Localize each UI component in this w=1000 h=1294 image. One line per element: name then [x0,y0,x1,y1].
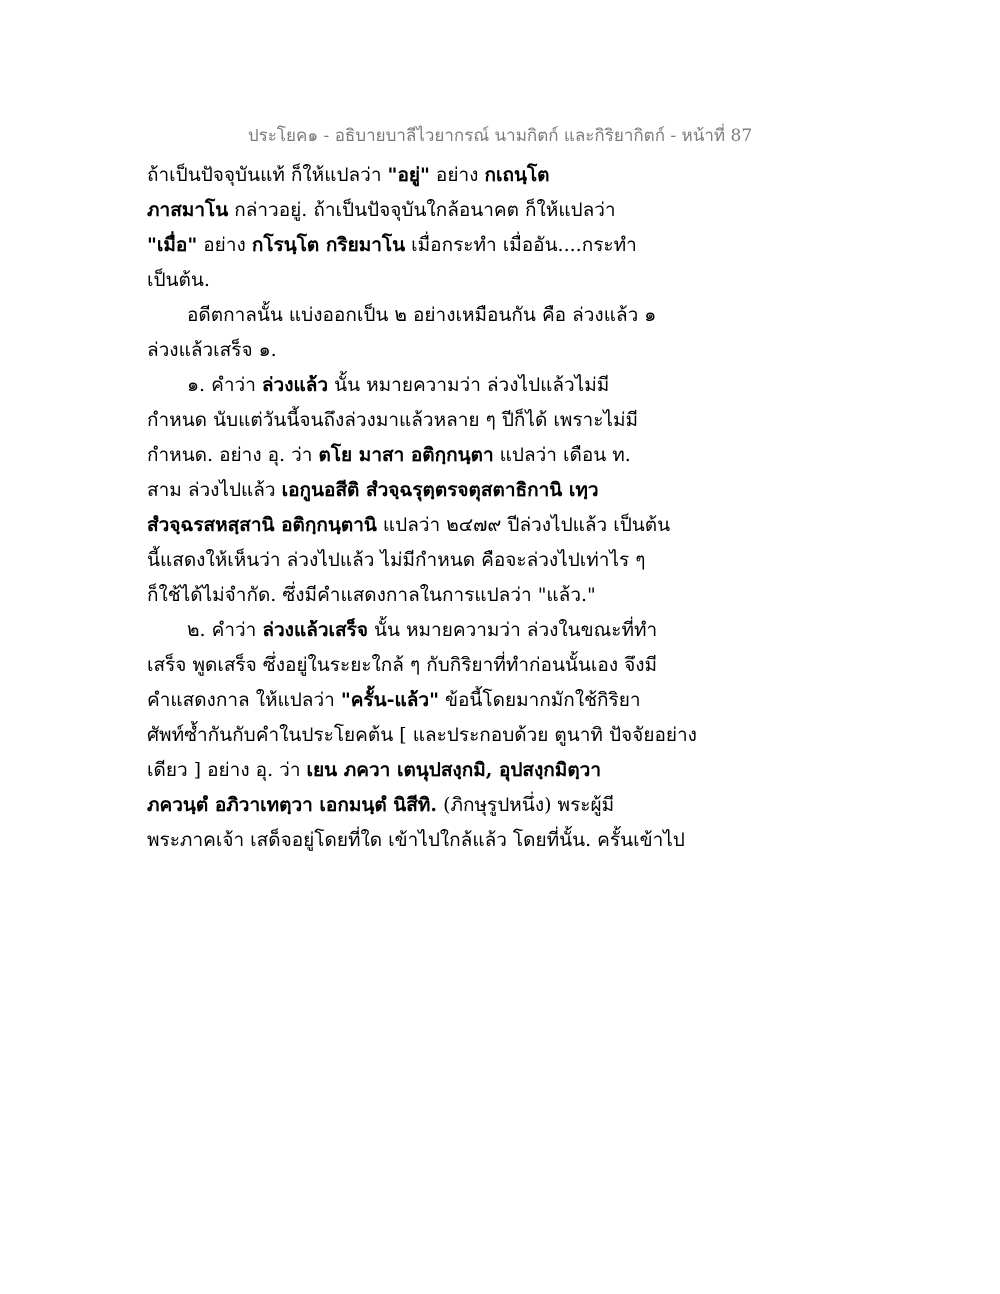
text-line [147,193,767,228]
text-run: นี้แสดงให้เห็นว่า ล่วงไปแล้ว ไม่มีกำหนด คือจะล่วงไปเท่าไร ๆ [147,549,646,571]
text-run: ๒. คำว่า [187,619,263,641]
text-run: นั้น หมายความว่า ล่วงไปแล้วไม่มี [328,374,610,396]
text-run: ถ้าเป็นปัจจุบันแท้ ก็ให้แปลว่า [147,164,388,186]
text-line [147,263,767,298]
text-line [147,578,767,613]
text-line [147,473,767,508]
text-run: ล่วงแล้วเสร็จ ๑. [147,339,277,361]
text-run: คำแสดงกาล ให้แปลว่า [147,689,341,711]
text-run: นั้น หมายความว่า ล่วงในขณะที่ทำ [367,619,658,641]
text-run: (ภิกษุรูปหนึ่ง) พระผู้มี [437,794,615,816]
text-run: อย่าง [197,234,252,256]
text-run: แปลว่า เดือน ท. [493,444,631,466]
text-line [147,333,767,368]
text-run: ก็ใช้ได้ไม่จำกัด. ซึ่งมีคำแสดงกาลในการแปลว่า "แล้ว." [147,584,596,606]
text-run: แปลว่า ๒๔๗๙ ปีล่วงไปแล้ว เป็นต้น [376,514,671,536]
text-line [147,753,767,788]
bold-term: เอกูนอสีติ สํวจฺฉรุตฺตรจตุสตาธิกานิ เทฺว [281,479,599,501]
bold-term: สํวจฺฉรสหสฺสานิ อติกฺกนฺตานิ [147,514,377,536]
body-text [147,158,767,858]
text-line [147,823,767,858]
text-run: สาม ล่วงไปแล้ว [147,479,282,501]
text-line [147,158,767,193]
text-line [147,718,767,753]
text-line [147,788,767,823]
text-run: เสร็จ พูดเสร็จ ซึ่งอยู่ในระยะใกล้ ๆ กับกิริยาที่ทำก่อนนั้นเอง จึงมี [147,654,658,676]
text-run: อดีตกาลนั้น แบ่งออกเป็น ๒ อย่างเหมือนกัน คือ ล่วงแล้ว ๑ [187,304,657,326]
text-line [147,683,767,718]
bold-term: "ครั้น-แล้ว" [340,689,439,711]
text-run: อย่าง [429,164,485,186]
bold-term: "เมื่อ" [147,234,198,256]
bold-term: เยน ภควา เตนุปสงฺกมิ, อุปสงฺกมิตฺวา [306,759,602,781]
text-line [147,508,767,543]
text-line [147,438,767,473]
text-run: เป็นต้น. [147,269,210,291]
text-run: กำหนด. อย่าง อุ. ว่า [147,444,319,466]
bold-term: ภาสมาโน [147,199,229,221]
text-run: กล่าวอยู่. ถ้าเป็นปัจจุบันใกล้อนาคต ก็ให้แปลว่า [228,199,616,221]
text-line [147,403,767,438]
running-header: ประโยค๑ - อธิบายบาลีไวยากรณ์ นามกิตก์ และกิริยากิตก์ - หน้าที่ 87 [247,126,753,146]
text-line [147,543,767,578]
bold-term: กเถนฺโต [484,164,550,186]
text-run: กำหนด นับแต่วันนี้จนถึงล่วงมาแล้วหลาย ๆ ปีก็ได้ เพราะไม่มี [147,409,639,431]
text-run: ๑. คำว่า [187,374,262,396]
bold-term: ล่วงแล้วเสร็จ [262,619,368,641]
text-line [147,368,767,403]
text-run: เมื่อกระทำ เมื่ออัน....กระทำ [405,234,637,256]
text-run: ข้อนี้โดยมากมักใช้กิริยา [438,689,641,711]
text-line [147,228,767,263]
bold-term: ล่วงแล้ว [261,374,329,396]
bold-term: "อยู่" [387,164,430,186]
text-run: ศัพท์ซ้ำกันกับคำในประโยคต้น [ และประกอบด้วย ตูนาทิ ปัจจัยอย่าง [147,724,697,746]
text-run: เดียว ] อย่าง อุ. ว่า [147,759,307,781]
bold-term: ภควนฺตํ อภิวาเทตฺวา เอกมนฺตํ นิสีทิ. [147,794,438,816]
bold-term: กโรนฺโต กริยมาโน [251,234,406,256]
text-line [147,648,767,683]
bold-term: ตโย มาสา อติกฺกนฺตา [318,444,494,466]
text-line [147,298,767,333]
text-line [147,613,767,648]
text-run: พระภาคเจ้า เสด็จอยู่โดยที่ใด เข้าไปใกล้แล้ว โดยที่นั้น. ครั้นเข้าไป [147,829,685,851]
